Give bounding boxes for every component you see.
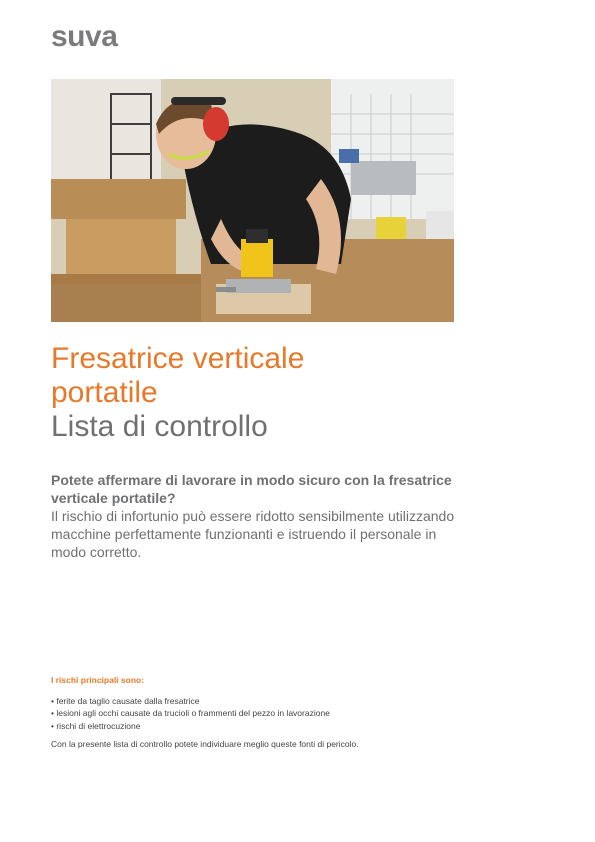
title-line-1: Fresatrice verticale (51, 342, 305, 375)
intro-body: Il rischio di infortunio può essere ridotto sensibilmente utilizzando macchine perfettamente funzionanti e istruendo il personale in modo corretto. (51, 508, 455, 560)
title-line-3: Lista di controllo (51, 410, 268, 443)
risks-section (51, 674, 491, 751)
intro-lead: Potete affermare di lavorare in modo sicuro con la fresatrice verticale portatile? (51, 472, 452, 506)
list-item: • rischi di elettrocuzione (51, 720, 491, 733)
hero-photo (51, 79, 454, 322)
list-item: • ferite da taglio causate dalla fresatrice (51, 695, 491, 708)
title-line-2: portatile (51, 376, 158, 409)
risks-heading: I rischi principali sono: (51, 675, 145, 685)
page-title (51, 342, 471, 444)
suva-logo: suva (51, 20, 118, 53)
risks-list (51, 695, 491, 733)
intro-block (51, 471, 471, 561)
risks-footer: Con la presente lista di controllo potete individuare meglio queste fonti di pericolo. (51, 739, 359, 749)
list-item: • lesioni agli occhi causate da trucioli o frammenti del pezzo in lavorazione (51, 707, 491, 720)
photo-worker-router-icon (51, 79, 454, 322)
